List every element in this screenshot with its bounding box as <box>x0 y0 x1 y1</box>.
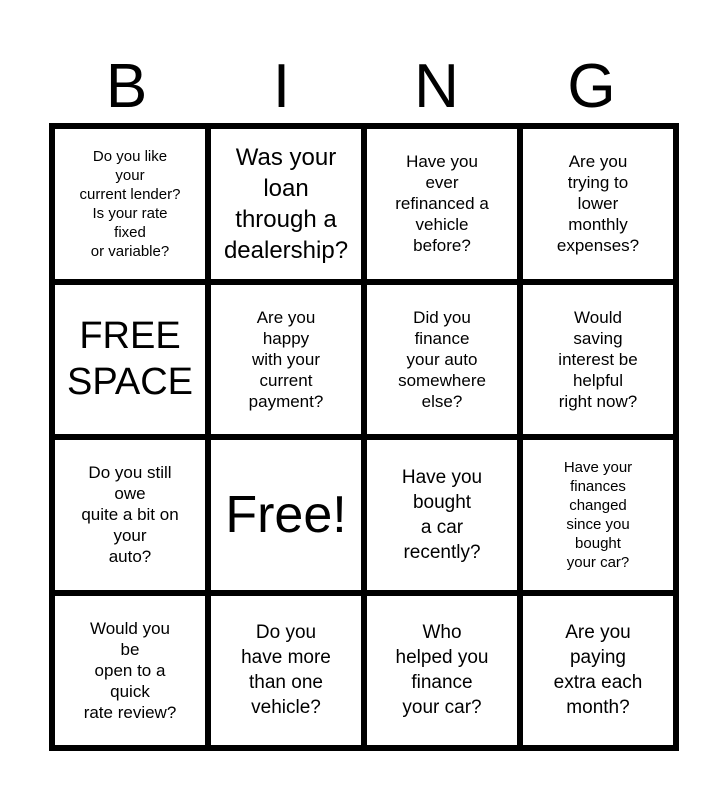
bingo-cell-r1-c2[interactable]: Was your loan through a dealership? <box>211 129 361 279</box>
bingo-cell-r3-c1[interactable]: Do you still owe quite a bit on your auto? <box>55 440 205 590</box>
bingo-cell-free[interactable]: Free! <box>211 440 361 590</box>
bingo-cell-r4-c1[interactable]: Would you be open to a quick rate review? <box>55 596 205 746</box>
bingo-cell-r2-c4[interactable]: Would saving interest be helpful right now? <box>523 285 673 435</box>
bingo-cell-r3-c3[interactable]: Have you bought a car recently? <box>367 440 517 590</box>
bingo-header <box>49 52 679 122</box>
bingo-cell-r1-c1[interactable]: Do you like your current lender? Is your rate fixed or variable? <box>55 129 205 279</box>
bingo-cell-r2-c2[interactable]: Are you happy with your current payment? <box>211 285 361 435</box>
bingo-cell-r4-c3[interactable]: Who helped you finance your car? <box>367 596 517 746</box>
header-letter-n: N <box>414 52 459 121</box>
header-letter-b: B <box>105 52 148 121</box>
bingo-cell-r1-c4[interactable]: Are you trying to lower monthly expenses? <box>523 129 673 279</box>
bingo-cell-free-space[interactable]: FREE SPACE <box>55 285 205 435</box>
bingo-cell-r4-c4[interactable]: Are you paying extra each month? <box>523 596 673 746</box>
bingo-cell-r1-c3[interactable]: Have you ever refinanced a vehicle before? <box>367 129 517 279</box>
bingo-cell-r3-c4[interactable]: Have your finances changed since you bought your car? <box>523 440 673 590</box>
header-letter-i: I <box>272 52 291 121</box>
header-letter-g: G <box>567 52 616 121</box>
bingo-cell-r2-c3[interactable]: Did you finance your auto somewhere else? <box>367 285 517 435</box>
bingo-board <box>49 123 679 751</box>
bingo-cell-r4-c2[interactable]: Do you have more than one vehicle? <box>211 596 361 746</box>
